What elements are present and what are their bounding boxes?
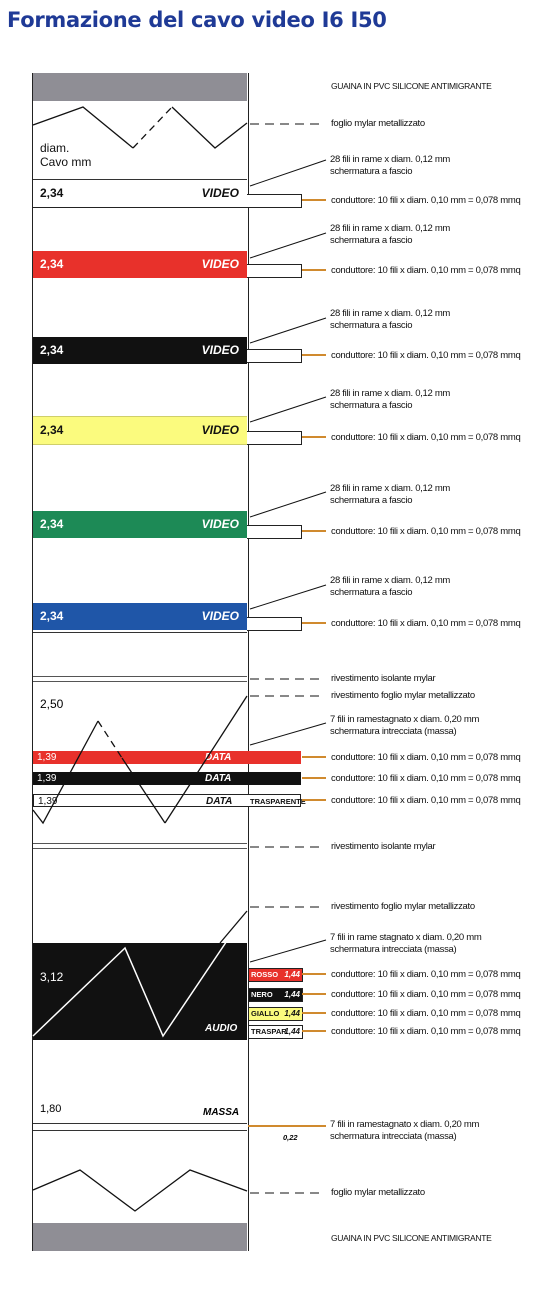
label-conduttore: conduttore: 10 fili x diam. 0,10 mm = 0,078 mmq [331,265,521,276]
leader-fili [250,492,326,517]
label-conduttore: conduttore: 10 fili x diam. 0,10 mm = 0,078 mmq [331,526,521,537]
label-conduttore: conduttore: 10 fili x diam. 0,10 mm = 0,078 mmq [331,795,521,806]
label-conduttore: conduttore: 10 fili x diam. 0,10 mm = 0,078 mmq [331,969,521,980]
label-schermatura: schermatura intrecciata (massa) [330,943,457,955]
data-transparent-tag: TRASPARENTE [250,797,306,806]
video-label: VIDEO [201,609,239,623]
video-annotation [330,308,450,331]
leader-fili [250,585,326,609]
video-diameter: 2,34 [40,609,64,623]
audio-annotation [330,932,481,955]
audio-pair-name: ROSSO [251,970,279,979]
data-zigzag-leader [165,696,247,823]
data-diameter: 1,39 [37,773,57,784]
video-annotation [330,154,450,177]
label-conduttore: conduttore: 10 fili x diam. 0,10 mm = 0,078 mmq [331,432,521,443]
label-schermatura: schermatura a fascio [330,586,413,598]
label-foglio-top: foglio mylar metallizzato [331,118,425,129]
diam-line1: diam. [40,141,70,155]
diam-line2: Cavo mm [40,155,92,169]
leader-fili [250,160,326,186]
video-diameter: 2,34 [40,343,64,357]
video-label: VIDEO [201,517,239,531]
foil-zigzag-top [33,107,133,148]
audio-diameter: 3,12 [40,970,64,984]
label-fili: 28 fili in rame x diam. 0,12 mm [330,223,451,234]
label-fili: 28 fili in rame x diam. 0,12 mm [330,483,451,494]
audio-pair-name: TRASPAR. [251,1027,289,1036]
leader-fili-audio [250,940,326,962]
data-diameter: 1,39 [38,796,58,807]
label-conduttore: conduttore: 10 fili x diam. 0,10 mm = 0,078 mmq [331,989,521,1000]
label-schermatura: schermatura a fascio [330,319,413,331]
leader-fili [250,318,326,343]
video-label: VIDEO [201,343,239,357]
label-fili: 28 fili in rame x diam. 0,12 mm [330,575,451,586]
video-annotation [330,223,450,246]
leader-fili-data [250,723,326,745]
label-conduttore: conduttore: 10 fili x diam. 0,10 mm = 0,078 mmq [331,1026,521,1037]
massa-diameter: 1,80 [40,1103,62,1115]
label-conduttore: conduttore: 10 fili x diam. 0,10 mm = 0,078 mmq [331,350,521,361]
audio-pair-value: 1,44 [284,1009,300,1018]
data-label: DATA [206,796,233,807]
massa-small-value: 0,22 [283,1133,298,1142]
massa-annotation [330,1119,479,1142]
audio-pair-value: 1,44 [284,990,300,999]
data-zigzag [33,721,98,823]
page-title: Formazione del cavo video I6 I50 [7,8,387,32]
label-riv-isolante: rivestimento isolante mylar [331,841,436,852]
data-zigzag-dashed [98,721,122,758]
audio-pair-value: 1,44 [284,970,300,979]
label-riv-foglio: rivestimento foglio mylar metallizzato [331,901,475,912]
audio-pair-name: NERO [251,990,273,999]
label-fili: 7 fili in rame stagnato x diam. 0,20 mm [330,932,482,943]
audio-zigzag-ext [220,911,247,943]
label-fili: 7 fili in ramestagnato x diam. 0,20 mm [330,714,480,725]
leader-fili [250,233,326,258]
label-guaina-top: GUAINA IN PVC SILICONE ANTIMIGRANTE [331,81,492,91]
video-annotation [330,575,450,598]
audio-label: AUDIO [205,1023,238,1034]
label-schermatura: schermatura a fascio [330,234,413,246]
label-conduttore: conduttore: 10 fili x diam. 0,10 mm = 0,078 mmq [331,752,521,763]
label-schermatura: schermatura a fascio [330,165,413,177]
audio-pair-name: GIALLO [251,1009,280,1018]
video-label: VIDEO [201,423,239,437]
label-fili: 28 fili in rame x diam. 0,12 mm [330,154,451,165]
foil-zigzag-top-dashed [133,107,172,148]
label-guaina-bottom: GUAINA IN PVC SILICONE ANTIMIGRANTE [331,1233,492,1243]
video-diameter: 2,34 [40,517,64,531]
leader-fili [250,397,326,422]
label-conduttore: conduttore: 10 fili x diam. 0,10 mm = 0,078 mmq [331,773,521,784]
data-label: DATA [205,773,232,784]
label-fili: 28 fili in rame x diam. 0,12 mm [330,308,451,319]
label-conduttore: conduttore: 10 fili x diam. 0,10 mm = 0,078 mmq [331,195,521,206]
label-conduttore: conduttore: 10 fili x diam. 0,10 mm = 0,078 mmq [331,618,521,629]
video-diameter: 2,34 [40,186,64,200]
data-zigzag-2 [122,758,165,823]
video-annotation [330,483,450,506]
video-label: VIDEO [201,186,239,200]
video-label: VIDEO [201,257,239,271]
label-fili: 7 fili in ramestagnato x diam. 0,20 mm [330,1119,480,1130]
label-fili: 28 fili in rame x diam. 0,12 mm [330,388,451,399]
data-label: DATA [205,752,232,763]
label-conduttore: conduttore: 10 fili x diam. 0,10 mm = 0,078 mmq [331,1008,521,1019]
foil-zigzag-top-2 [172,107,247,148]
label-foglio-bottom: foglio mylar metallizzato [331,1187,425,1198]
data-diameter: 1,39 [37,752,57,763]
foil-zigzag-bottom [33,1170,247,1211]
label-schermatura: schermatura a fascio [330,494,413,506]
label-riv-foglio: rivestimento foglio mylar metallizzato [331,690,475,701]
label-schermatura: schermatura intrecciata (massa) [330,725,457,737]
massa-label: MASSA [203,1107,240,1118]
video-diameter: 2,34 [40,257,64,271]
data-section-diameter: 2,50 [40,697,64,711]
label-schermatura: schermatura a fascio [330,399,413,411]
audio-pair-value: 1,44 [284,1027,300,1036]
video-diameter: 2,34 [40,423,64,437]
label-schermatura: schermatura intrecciata (massa) [330,1130,457,1142]
data-annotation [330,714,479,737]
video-annotation [330,388,450,411]
audio-zigzag [33,911,247,1036]
label-riv-isolante: rivestimento isolante mylar [331,673,436,684]
